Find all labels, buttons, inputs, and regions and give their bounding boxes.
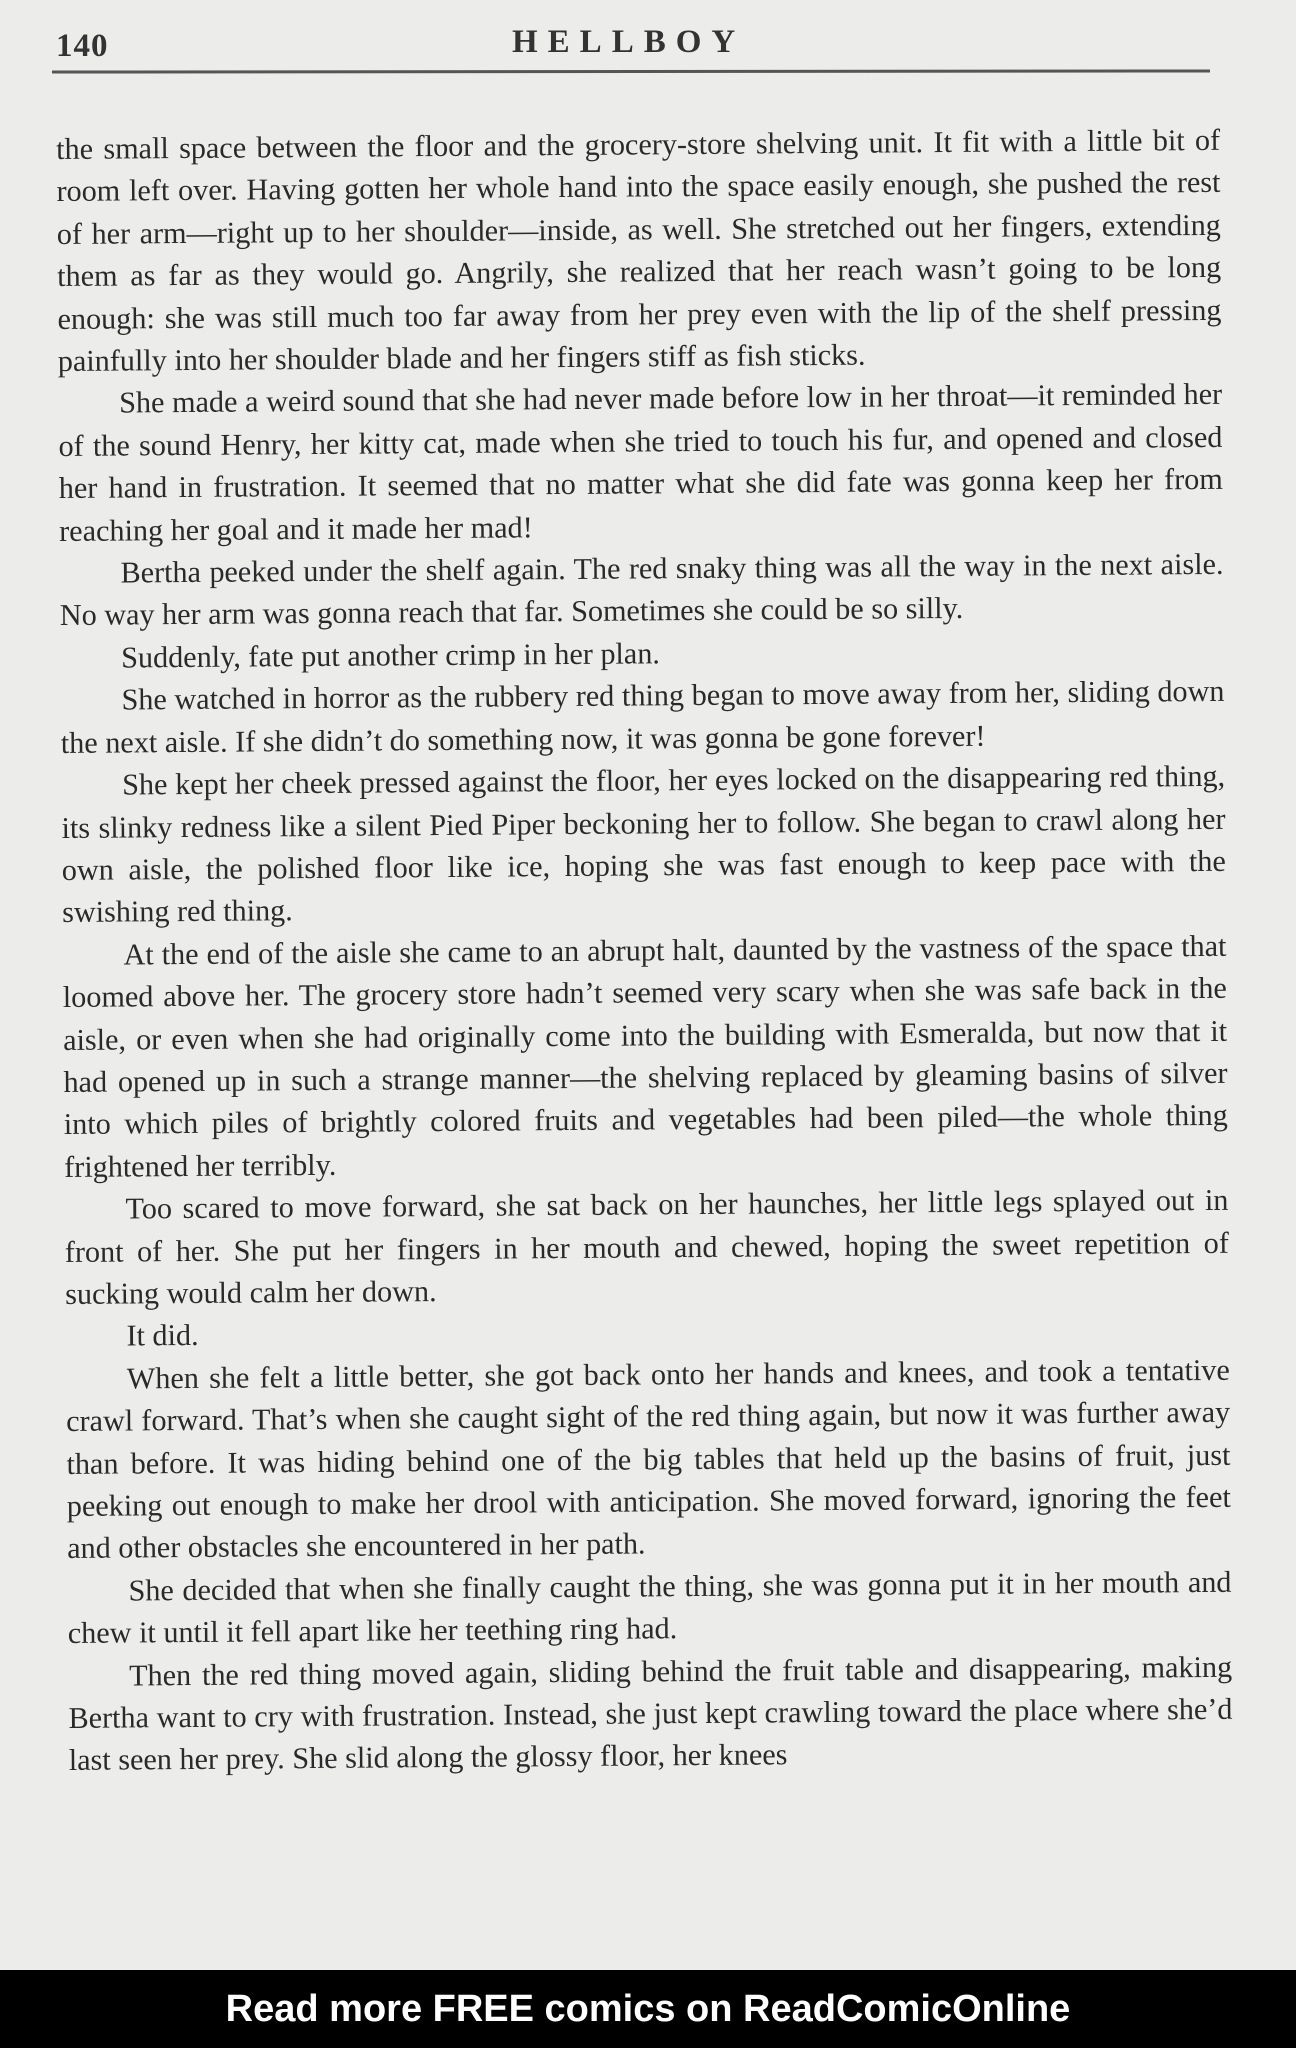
page-number: 140: [56, 28, 109, 64]
body-text: [56, 119, 1233, 1782]
promo-banner: [0, 1970, 1296, 2048]
paragraph: Too scared to move forward, she sat back on her haunches, her little legs splayed out in front of her. She put her fingers in her mouth and chewed, hoping the sweet repetition of sucking would calm her down.: [64, 1182, 1229, 1311]
paragraph: Then the red thing moved again, sliding behind the fruit table and disappearing, making Bertha want to cry with frustration. Instead, she just kept crawling toward the place where she’d last seen her prey. She slid along the glossy floor, her knees: [68, 1649, 1233, 1778]
paragraph: She watched in horror as the rubbery red thing began to move away from her, sliding down the next aisle. If she didn’t do something now, it was gonna be gone forever!: [60, 674, 1225, 760]
paragraph: It did.: [126, 1318, 199, 1353]
paragraph: She kept her cheek pressed against the floor, her eyes locked on the disappearing red thing, its slinky redness like a silent Pied Piper beckoning her to follow. She began to crawl along her own aisle, the polished floor like ice, hoping she was fast enough to keep pace with the swishing red thing.: [61, 758, 1226, 930]
paragraph: She made a weird sound that she had never made before low in her throat—it reminded her of the sound Henry, her kitty cat, made when she tried to touch his fur, and opened and closed her hand in frustration. It seemed that no matter what she did fate was gonna keep her from reaching her goal and it made her mad!: [58, 377, 1223, 548]
paragraph: Suddenly, fate put another crimp in her plan.: [121, 636, 661, 675]
promo-banner-link[interactable]: Read more FREE comics on ReadComicOnline: [225, 1987, 1071, 2030]
paragraph: At the end of the aisle she came to an abrupt halt, daunted by the vastness of the space that loomed above her. The grocery store hadn’t seemed very scary when she was safe back in the aisle, or even when she had originally come into the building with Esmeralda, but now that it had opened up in such a strange manner—the shelving replaced by gleaming basins of silver into which piles of brightly colored fruits and vegetables had been piled—the whole thing frightened her terribly.: [62, 928, 1228, 1184]
paragraph: the small space between the floor and the grocery-store shelving unit. It fit with a little bit of room left over. Having gotten her whole hand into the space easily enough, she pushed the rest of her arm—right up to her shoulder—inside, as well. She stretched out her fingers, extending them as far as they would go. Angrily, she realized that her reach wasn’t going to be long enough: she was still much too far away from her prey even with the lip of the shelf pressing painfully into her shoulder blade and her fingers stiff as fish sticks.: [56, 122, 1222, 379]
running-head-title: HELLBOY: [512, 24, 746, 60]
page-header: [52, 18, 1210, 74]
paragraph: Bertha peeked under the shelf again. The red snaky thing was all the way in the next aisle. No way her arm was gonna reach that far. Sometimes she could be so silly.: [59, 546, 1224, 633]
paragraph: She decided that when she finally caught the thing, she was gonna put it in her mouth and chew it until it fell apart like her teething ring had.: [67, 1564, 1232, 1651]
paragraph: When she felt a little better, she got back onto her hands and knees, and took a tentative crawl forward. That’s when she caught sight of the red thing again, but now it was further away than before. It was hiding behind one of the big tables that held up the basins of fruit, just peeking out enough to make her drool with anticipation. She moved forward, ignoring the feet and other obstacles she encountered in her path.: [66, 1352, 1231, 1566]
